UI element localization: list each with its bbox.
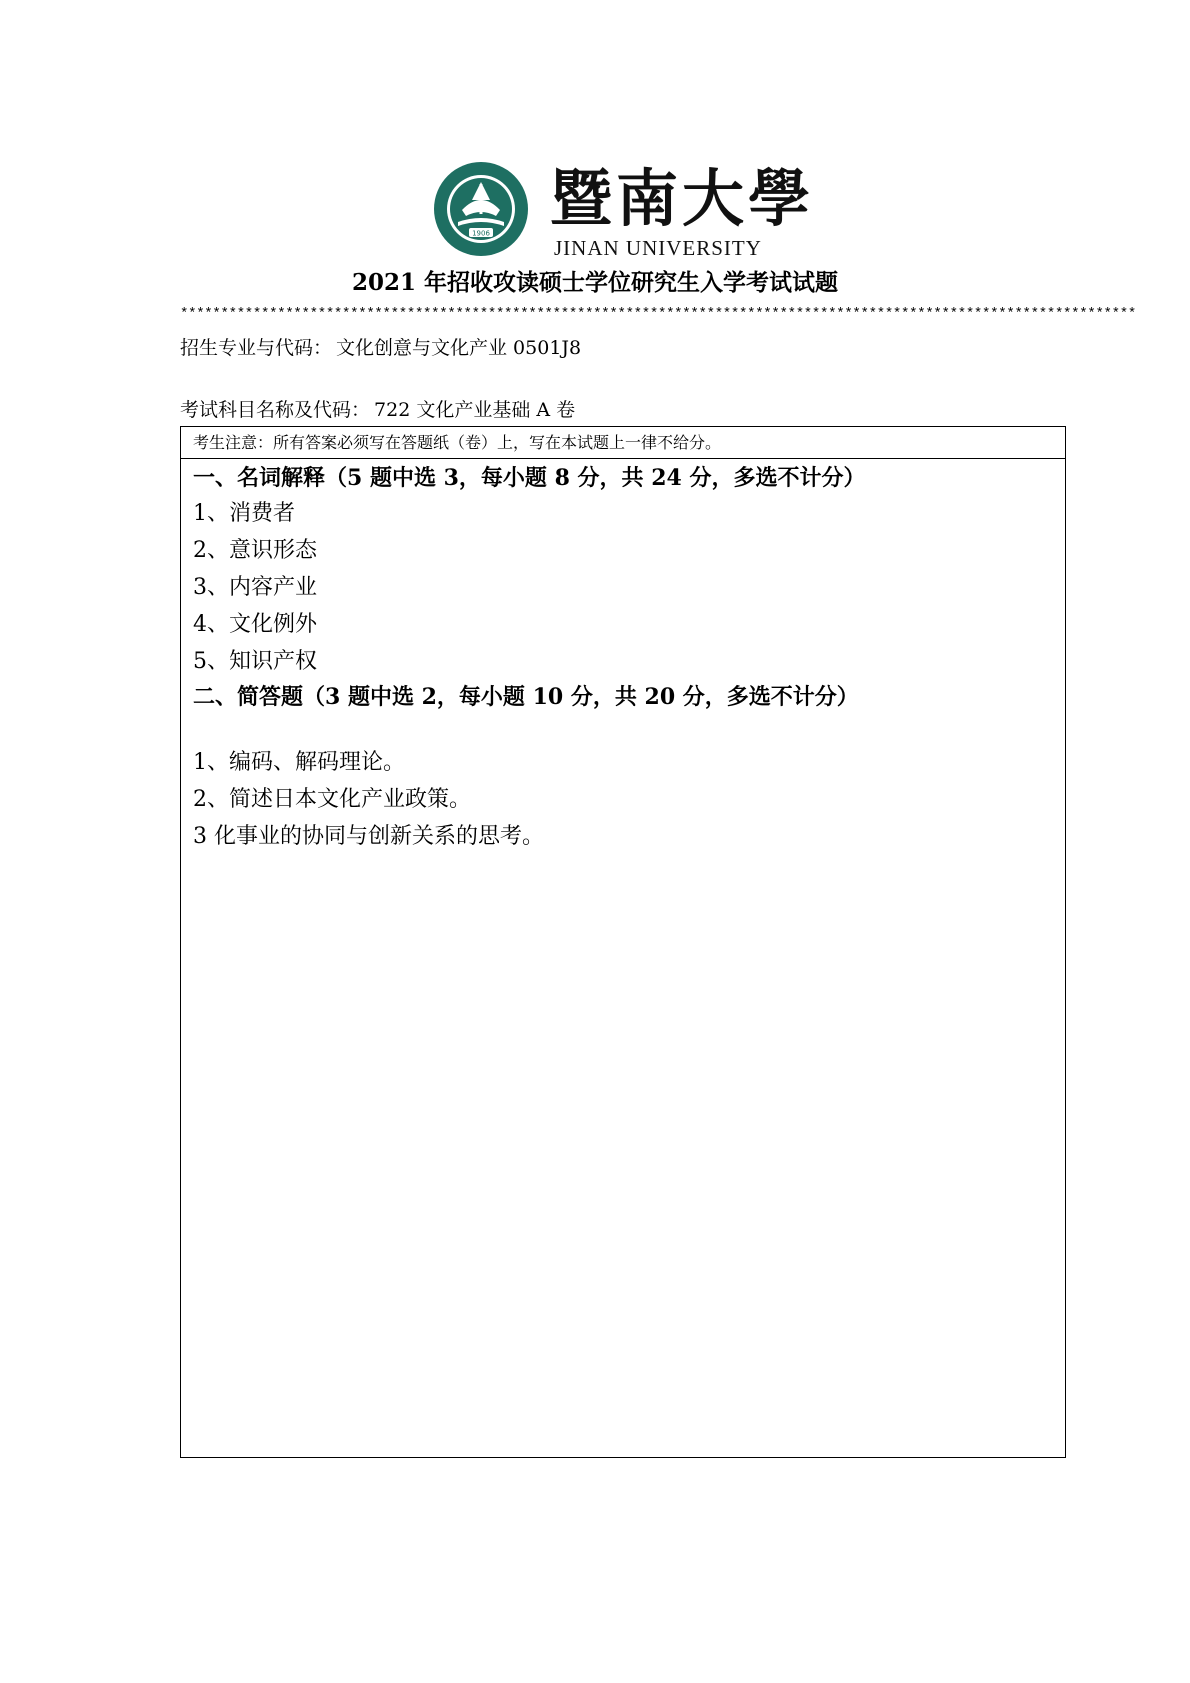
question-box bbox=[180, 426, 1066, 1458]
emblem-year: 1906 bbox=[472, 229, 490, 238]
major-line bbox=[180, 336, 581, 360]
question-item: 1、消费者 bbox=[193, 501, 295, 526]
question-item: 2、意识形态 bbox=[193, 538, 317, 563]
exam-notice: 考生注意：所有答案必须写在答题纸（卷）上，写在本试题上一律不给分。 bbox=[181, 427, 1065, 459]
question-item: 3 化事业的协同与创新关系的思考。 bbox=[193, 824, 544, 849]
subject-label: 考试科目名称及代码： bbox=[180, 399, 371, 421]
university-name-cn: 暨南大學 bbox=[550, 162, 815, 235]
exam-title: 2021 年招收攻读硕士学位研究生入学考试试题 bbox=[351, 269, 839, 296]
university-name-en: JINAN UNIVERSITY bbox=[554, 236, 762, 260]
question-item: 4、文化例外 bbox=[193, 612, 317, 637]
jinan-university-emblem-icon bbox=[432, 160, 530, 258]
question-item: 2、简述日本文化产业政策。 bbox=[193, 787, 471, 812]
section-heading-terms: 一、名词解释（5 题中选 3，每小题 8 分，共 24 分，多选不计分） bbox=[193, 465, 866, 491]
question-item: 5、知识产权 bbox=[193, 649, 317, 674]
section-heading-short-answer: 二、简答题（3 题中选 2，每小题 10 分，共 20 分，多选不计分） bbox=[193, 684, 859, 710]
separator-line: ********************************************************************************************************************** bbox=[180, 306, 1136, 322]
question-item: 3、内容产业 bbox=[193, 575, 317, 600]
subject-line bbox=[180, 398, 575, 422]
university-logo bbox=[432, 160, 815, 260]
question-item: 1、编码、解码理论。 bbox=[193, 750, 405, 775]
major-label: 招生专业与代码： bbox=[180, 337, 333, 359]
major-value: 文化创意与文化产业 0501J8 bbox=[336, 337, 582, 359]
subject-value: 722 文化产业基础 A 卷 bbox=[374, 399, 576, 421]
